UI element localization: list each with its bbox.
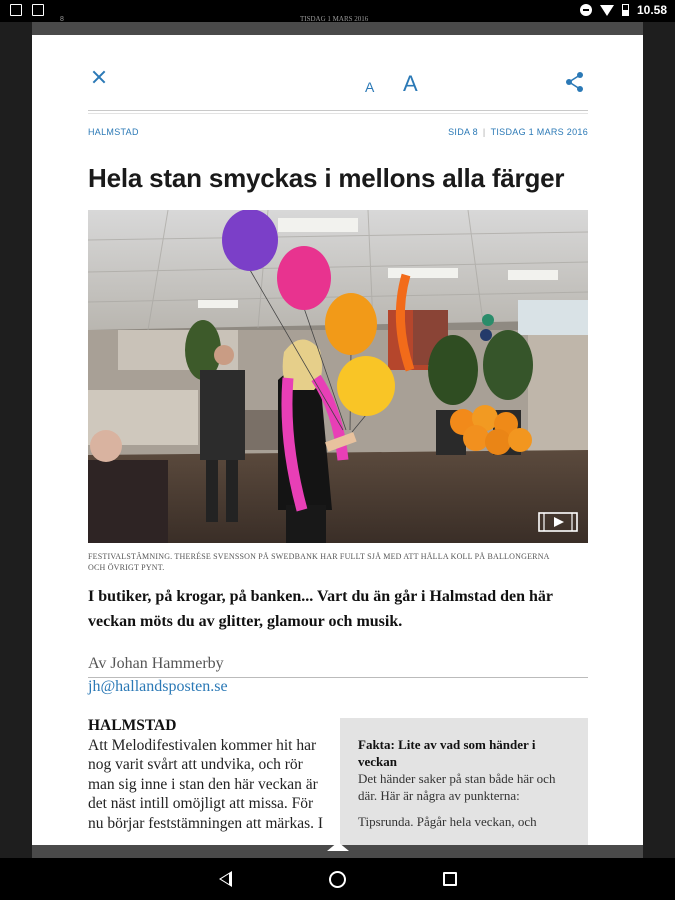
clock: 10.58 [636,3,667,17]
background-page-date: TISDAG 1 MARS 2016 [300,15,369,23]
meta-separator: | [482,127,486,137]
recent-apps-icon[interactable] [443,872,457,886]
backdrop-left-edge [0,22,32,858]
notification-icons [10,4,44,16]
system-icons [580,3,667,17]
fact-box-item: Tipsrunda. Pågår hela veckan, och [358,814,537,829]
battery-icon [622,4,629,16]
dateline: HALMSTAD [88,717,177,734]
sheet-handle-icon[interactable] [327,842,349,851]
article-photo[interactable] [88,210,588,543]
back-icon[interactable] [219,871,232,887]
toolbar-divider-secondary [88,113,588,114]
share-icon[interactable] [564,71,586,93]
fact-box-title: Fakta: Lite av vad som händer i veckan [358,737,536,769]
lead-paragraph: I butiker, på krogar, på banken... Vart du än går i Halmstad den här veckan möts du av glitter, glamour och musik. [88,588,553,630]
sim-notification-icon [32,4,44,16]
fact-box-intro: Det händer saker på stan både här och där. Här är några av punkterna: [358,771,556,803]
body-paragraph: Att Melodifestivalen kommer hit har nog varit svårt att undvika, och rör man sig inne i stan den här veckan är det näst intill omöjligt att missa. För nu börjar feststämningen att märkas. I [88,736,324,832]
fact-box [340,718,588,845]
close-icon[interactable] [89,68,109,88]
article-sheet [32,35,643,845]
increase-font-button[interactable]: A [403,71,418,96]
decrease-font-button[interactable]: A [365,79,375,95]
video-play-icon[interactable] [538,511,578,533]
toolbar-divider [88,110,588,111]
backdrop-right-edge [643,22,675,858]
home-icon[interactable] [329,871,346,888]
wifi-icon [600,5,614,16]
date-label: TISDAG 1 MARS 2016 [490,127,588,137]
do-not-disturb-icon [580,4,592,16]
article-toolbar [32,35,643,115]
headline: Hela stan smyckas i mellons alla färger [88,163,565,193]
background-page-number: 8 [60,16,64,23]
author-email-link[interactable]: jh@hallandsposten.se [88,678,228,695]
page-label: SIDA 8 [448,127,478,137]
navigation-bar [0,858,675,900]
body-text [88,716,323,833]
image-notification-icon [10,4,22,16]
section-label: HALMSTAD [88,127,139,137]
author-name: Av Johan Hammerby [88,655,224,672]
page-info [448,127,588,137]
photo-caption: FESTIVALSTÄMNING. THERÉSE SVENSSON PÅ SWEDBANK HAR FULLT SJÅ MED ATT HÅLLA KOLL PÅ BALLONGERNA OCH ÖVRIGT PYNT. [88,552,550,572]
